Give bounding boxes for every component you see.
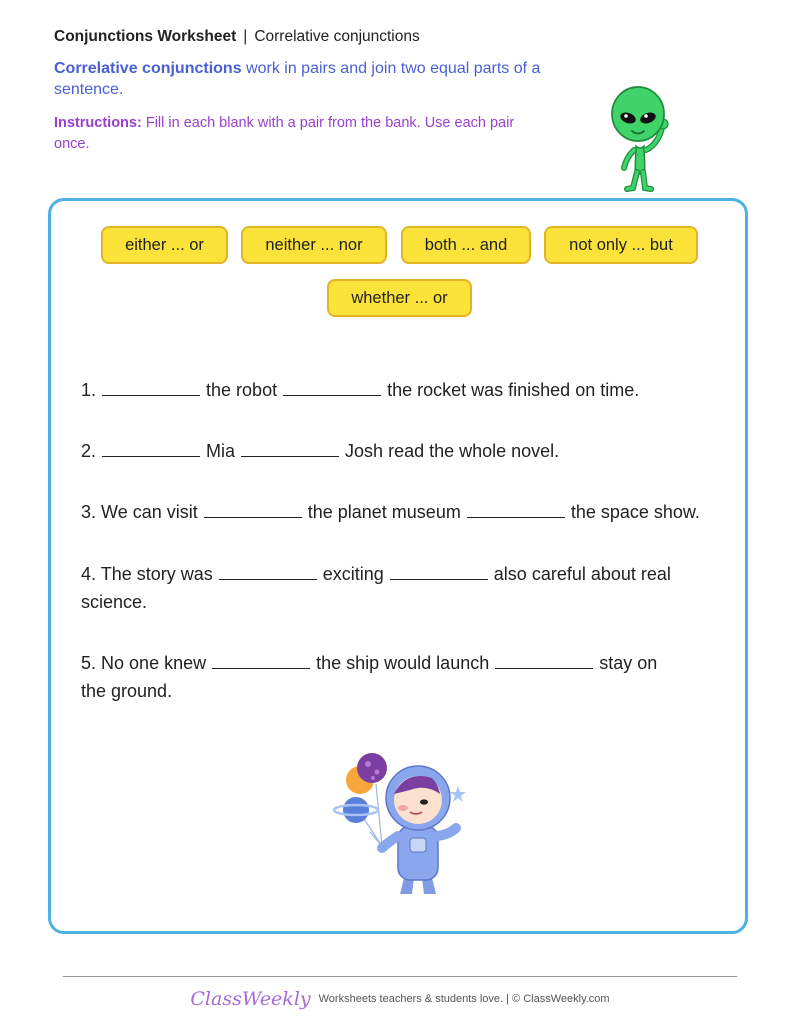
question-text: Josh read the whole novel.: [340, 441, 560, 461]
answer-blank[interactable]: [212, 652, 310, 669]
answer-blank[interactable]: [102, 379, 200, 396]
question-text: exciting: [317, 564, 389, 584]
question-number: 3.: [81, 502, 97, 522]
instructions: [54, 113, 534, 155]
header-separator: |: [243, 28, 248, 45]
word-bank-either-or: either ... or: [101, 226, 228, 264]
worksheet-subtitle: Correlative conjunctions: [254, 28, 420, 45]
question-text: the planet museum: [302, 502, 466, 522]
answer-blank[interactable]: [204, 501, 302, 518]
answer-blank[interactable]: [390, 563, 488, 580]
word-bank-both-and: both ... and: [401, 226, 531, 264]
word-bank-not-only-but: not only ... but: [544, 226, 698, 264]
question-text: the rocket was finished on time.: [382, 380, 640, 400]
footer: [0, 988, 800, 1010]
answer-blank[interactable]: [219, 563, 317, 580]
word-bank-neither-nor: neither ... nor: [241, 226, 387, 264]
question-number: 4.: [81, 564, 97, 584]
question-number: 5.: [81, 653, 97, 673]
answer-blank[interactable]: [495, 652, 593, 669]
worksheet-header: [54, 28, 420, 46]
brand-logo: ClassWeekly: [190, 988, 311, 1010]
question-text: We can visit: [101, 502, 203, 522]
footer-tagline: Worksheets teachers & students love. | © ClassWeekly.com: [318, 993, 610, 1005]
instructions-text: Fill in each blank with a pair from the bank. Use each pair once.: [54, 115, 515, 152]
instructions-label: Instructions:: [54, 115, 142, 131]
question-text: Mia: [201, 441, 241, 461]
question-5: [81, 649, 681, 705]
answer-blank[interactable]: [102, 440, 200, 457]
word-bank-whether-or: whether ... or: [327, 279, 472, 317]
question-number: 1.: [81, 380, 97, 400]
question-text: the space show.: [565, 502, 700, 522]
question-text: No one knew: [101, 653, 212, 673]
worksheet-title: Conjunctions Worksheet: [54, 28, 237, 45]
question-number: 2.: [81, 441, 97, 461]
question-1: [81, 376, 731, 404]
question-2: [81, 437, 731, 465]
question-text: The story was: [100, 564, 218, 584]
question-3: [81, 498, 741, 526]
question-text: also careful about real science.: [81, 564, 671, 612]
intro-rest: work in pairs and join two equal parts of a sentence.: [54, 60, 541, 98]
question-4: [81, 560, 671, 616]
question-text: stay on the ground.: [81, 653, 658, 701]
alien-icon: [600, 84, 680, 194]
astronaut-icon: [326, 748, 476, 900]
intro-term: Correlative conjunctions: [54, 60, 242, 77]
answer-blank[interactable]: [283, 379, 381, 396]
footer-divider: [63, 976, 737, 977]
answer-blank[interactable]: [241, 440, 339, 457]
intro-text: [54, 58, 574, 100]
question-text: the robot: [201, 380, 283, 400]
answer-blank[interactable]: [467, 501, 565, 518]
question-text: the ship would launch: [311, 653, 495, 673]
